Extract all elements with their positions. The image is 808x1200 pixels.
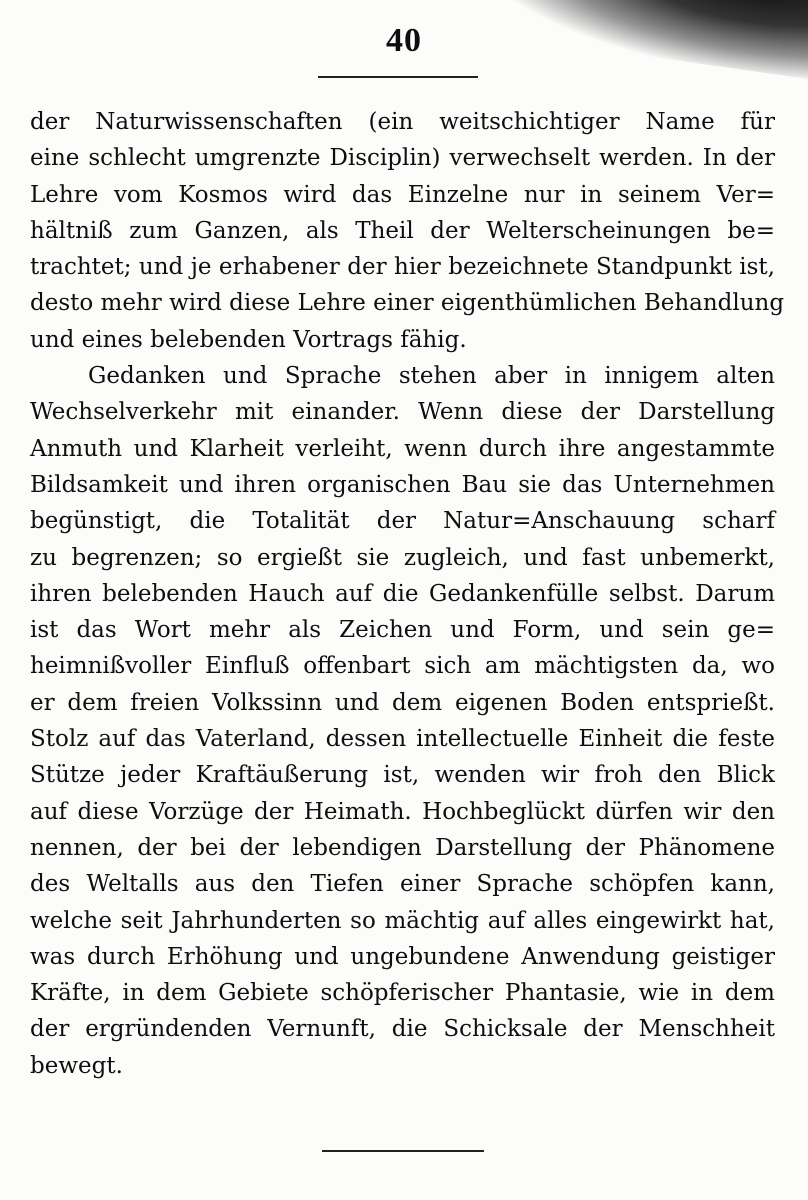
- text-line: der Naturwissenschaften (ein weitschichtiger Name für: [30, 109, 775, 135]
- text-line: ist das Wort mehr als Zeichen und Form, und sein ge=: [30, 617, 775, 644]
- text-line: ihren belebenden Hauch auf die Gedankenfülle selbst. Darum: [30, 580, 775, 607]
- text-line: Gedanken und Sprache stehen aber in innigem alten: [88, 363, 775, 390]
- text-line: Anmuth und Klarheit verleiht, wenn durch ihre angestammte: [30, 435, 775, 462]
- text-line: Lehre vom Kosmos wird das Einzelne nur in seinem Ver=: [30, 181, 775, 208]
- page-number: 40: [386, 22, 422, 59]
- text-line: des Weltalls aus den Tiefen einer Sprache schöpfen kann,: [30, 871, 775, 898]
- footer-rule: [322, 1150, 484, 1152]
- text-line: Stütze jeder Kraftäußerung ist, wenden wir froh den Blick: [30, 762, 775, 789]
- text-line: desto mehr wird diese Lehre einer eigenthümlichen Behandlung: [30, 290, 785, 317]
- text-line: nennen, der bei der lebendigen Darstellung der Phänomene: [30, 834, 775, 861]
- text-line: Kräfte, in dem Gebiete schöpferischer Phantasie, wie in dem: [30, 980, 775, 1007]
- text-line: welche seit Jahrhunderten so mächtig auf alles eingewirkt hat,: [30, 907, 775, 934]
- text-line: trachtet; und je erhabener der hier bezeichnete Standpunkt ist,: [30, 254, 775, 281]
- text-line: Bildsamkeit und ihren organischen Bau sie das Unternehmen: [30, 471, 775, 498]
- text-line: begünstigt, die Totalität der Natur=Anschauung scharf: [30, 508, 775, 535]
- text-line: der ergründenden Vernunft, die Schicksale der Menschheit: [30, 1016, 775, 1043]
- text-line: Stolz auf das Vaterland, dessen intellectuelle Einheit die feste: [30, 726, 775, 753]
- text-line: er dem freien Volkssinn und dem eigenen Boden entsprießt.: [30, 689, 775, 716]
- text-line: heimnißvoller Einfluß offenbart sich am mächtigsten da, wo: [30, 653, 775, 680]
- text-line: hältniß zum Ganzen, als Theil der Welterscheinungen be=: [30, 217, 775, 244]
- text-line: und eines belebenden Vortrags fähig.: [30, 326, 467, 353]
- text-line: eine schlecht umgrenzte Disciplin) verwechselt werden. In der: [30, 145, 775, 172]
- header-rule: [318, 76, 478, 78]
- text-line: zu begrenzen; so ergießt sie zugleich, und fast unbemerkt,: [30, 544, 775, 571]
- text-line: auf diese Vorzüge der Heimath. Hochbeglückt dürfen wir den: [30, 798, 775, 825]
- body-text: [30, 104, 785, 1084]
- text-line: bewegt.: [30, 1052, 123, 1079]
- text-line: Wechselverkehr mit einander. Wenn diese der Darstellung: [30, 399, 775, 426]
- text-line: was durch Erhöhung und ungebundene Anwendung geistiger: [30, 943, 775, 970]
